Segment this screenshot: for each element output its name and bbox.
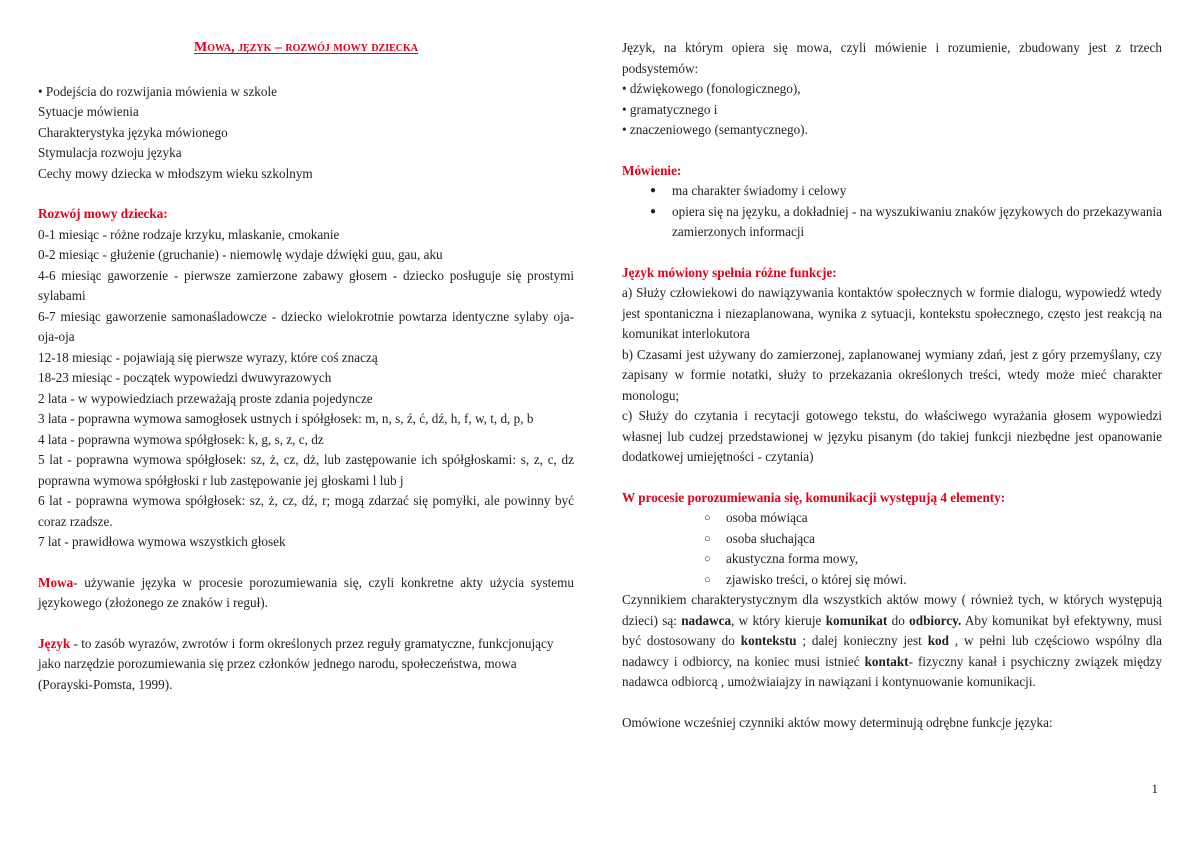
rozwoj-list — [38, 225, 574, 553]
closing-paragraph: Omówione wcześniej czynniki aktów mowy determinują odrębne funkcje języka: — [622, 714, 1053, 730]
czynnik-text: Czynnikiem charakterystycznym dla wszystkich aktów mowy ( również tych, w których występują dzieci) są: — [622, 592, 1162, 628]
intro-item: Stymulacja rozwoju języka — [38, 145, 182, 160]
page-title: Mowa, język – rozwój mowy dziecka — [193, 40, 418, 55]
intro-item: • Podejścia do rozwijania mówienia w szkole — [38, 83, 277, 99]
rozwoj-item: 0-1 miesiąc - różne rodzaje krzyku, mlaskanie, cmokanie — [38, 226, 340, 242]
podsystemy-intro: Język, na którym opiera się mowa, czyli mówienie i rozumienie, zbudowany jest z trzech podsystemów: — [622, 40, 1162, 76]
funkcja-item: c) Służy do czytania i recytacji gotowego tekstu, do właściwego wyrażania głosem wypowiedzi własnej lub cudzej przedstawionej w języku pisanym (do takiej funkcji niezbędne jest opanowanie dodatkowej umiejętności - czytania) — [622, 408, 1162, 464]
mowa-term: Mowa — [38, 574, 74, 590]
term-kontakt: kontakt — [864, 653, 909, 669]
jezyk-def-text: - to zasób wyrazów, zwrotów i form określonych przez reguły gramatyczne, funkcjonujący jako narzędzie porozumiewania się przez członków jednego narodu, społeczeństwa, mowa (Porayski-Pomsta, 1999). — [38, 635, 554, 692]
element-item: ○ osoba słuchająca — [622, 529, 1162, 550]
term-kod: kod — [927, 633, 949, 648]
term-nadawca: nadawca — [681, 612, 732, 628]
mowienie-item: ● ma charakter świadomy i celowy — [622, 181, 1162, 202]
czynnik-text: , w który kieruje — [731, 612, 826, 628]
intro-item: Sytuacje mówienia — [38, 104, 139, 119]
page-number: 1 — [1151, 780, 1158, 796]
rozwoj-item: 6 lat - poprawna wymowa spółgłosek: sz, ż, cz, dź, r; mogą zdarzać się pomyłki, ale powinny być coraz rzadsze. — [38, 493, 574, 529]
element-item: ○ osoba mówiąca — [622, 508, 1162, 529]
rozwoj-item: 3 lata - poprawna wymowa samogłosek ustnych i spółgłosek: m, n, s, ź, ć, dź, h, f, w, t, d, p, b — [38, 411, 534, 426]
podsystem-item: • dźwiękowego (fonologicznego), — [622, 81, 801, 96]
left-column — [38, 38, 574, 695]
czynnik-text: , w pełni lub częściowo wspólny dla nadawcy i odbiorcy, na koniec musi istnieć — [622, 633, 1162, 669]
mowienie-item: ● opiera się na języku, a dokładniej - na wyszukiwaniu znaków językowych do przekazywania zamierzonych informacji — [622, 202, 1162, 243]
rozwoj-item: 7 lat - prawidłowa wymowa wszystkich głosek — [38, 534, 286, 549]
czynnik-text: Aby komunikat był efektywny, musi być dostosowany do — [622, 612, 1162, 648]
czynnik-text: do — [887, 612, 910, 628]
intro-list — [38, 82, 574, 185]
rozwoj-item: 2 lata - w wypowiedziach przeważają proste zdania pojedyncze — [38, 390, 373, 406]
rozwoj-item: 6-7 miesiąc gaworzenie samonaśladowcze - dziecko wielokrotnie powtarza identyczne sylaby oja-oja-oja — [38, 308, 574, 344]
jezyk-definition — [38, 634, 574, 696]
section-heading-mowienie: Mówienie: — [622, 162, 682, 178]
funkcja-item: b) Czasami jest używany do zamierzonej, zaplanowanej wymiany zdań, jest z góry przemyślany, czy zapisany w formie notatki, służy to przekazania określonych treści, wtedy może mieć charakter monologu; — [622, 346, 1162, 403]
czynnik-text: - fizyczny kanał i psychiczny związek między nadawca odbiorcą , umożwiaiajzy in nawiązani i kontynuowanie komunikacji. — [622, 653, 1162, 689]
rozwoj-item: 0-2 miesiąc - głużenie (gruchanie) - niemowlę wydaje dźwięki guu, gau, aku — [38, 247, 443, 262]
term-odbiorca: odbiorcy. — [909, 612, 962, 628]
term-komunikat: komunikat — [825, 612, 888, 628]
podsystem-item: • gramatycznego i — [622, 101, 718, 117]
section-heading-elementy: W procesie porozumiewania się, komunikacji występują 4 elementy: — [622, 489, 1006, 505]
rozwoj-item: 18-23 miesiąc - początek wypowiedzi dwuwyrazowych — [38, 370, 332, 385]
element-item: ○ zjawisko treści, o której się mówi. — [622, 570, 1162, 591]
mowa-def-text: - używanie języka w procesie porozumiewania się, czyli konkretne akty użycia systemu językowego (złożonego ze znaków i reguł). — [38, 574, 574, 610]
czynnik-paragraph — [622, 590, 1162, 693]
rozwoj-item: 4-6 miesiąc gaworzenie - pierwsze zamierzone zabawy głosem - dziecko posługuje się prostymi sylabami — [38, 267, 574, 303]
podsystem-item: • znaczeniowego (semantycznego). — [622, 122, 808, 137]
rozwoj-item: 5 lat - poprawna wymowa spółgłosek: sz, ż, cz, dż, lub zastępowanie ich spółgłoskami: s, z, c, dz poprawna wymowa spółgłoski r lub zastępowanie jej głoskami l lub j — [38, 452, 574, 488]
right-column — [622, 38, 1162, 733]
section-heading-rozwoj: Rozwój mowy dziecka: — [38, 206, 168, 221]
czynnik-text: ; dalej konieczny jest — [796, 633, 928, 648]
element-item: ○ akustyczna forma mowy, — [622, 549, 1162, 570]
section-heading-funkcje: Język mówiony spełnia różne funkcje: — [622, 264, 837, 280]
mowa-definition — [38, 573, 574, 614]
jezyk-term: Język — [38, 635, 71, 651]
rozwoj-item: 4 lata - poprawna wymowa spółgłosek: k, g, s, z, c, dz — [38, 431, 324, 447]
funkcja-item: a) Służy człowiekowi do nawiązywania kontaktów społecznych w formie dialogu, wypowiedź wtedy jest spontaniczna i niezaplanowana, wynika z sytuacji, kontekstu społecznego, często jest reakcją na komunikat interlokutora — [622, 285, 1162, 341]
intro-item: Cechy mowy dziecka w młodszym wieku szkolnym — [38, 165, 313, 181]
term-kontekst: kontekstu — [740, 633, 797, 648]
intro-item: Charakterystyka języka mówionego — [38, 124, 228, 140]
rozwoj-item: 12-18 miesiąc - pojawiają się pierwsze wyrazy, które coś znaczą — [38, 349, 378, 365]
